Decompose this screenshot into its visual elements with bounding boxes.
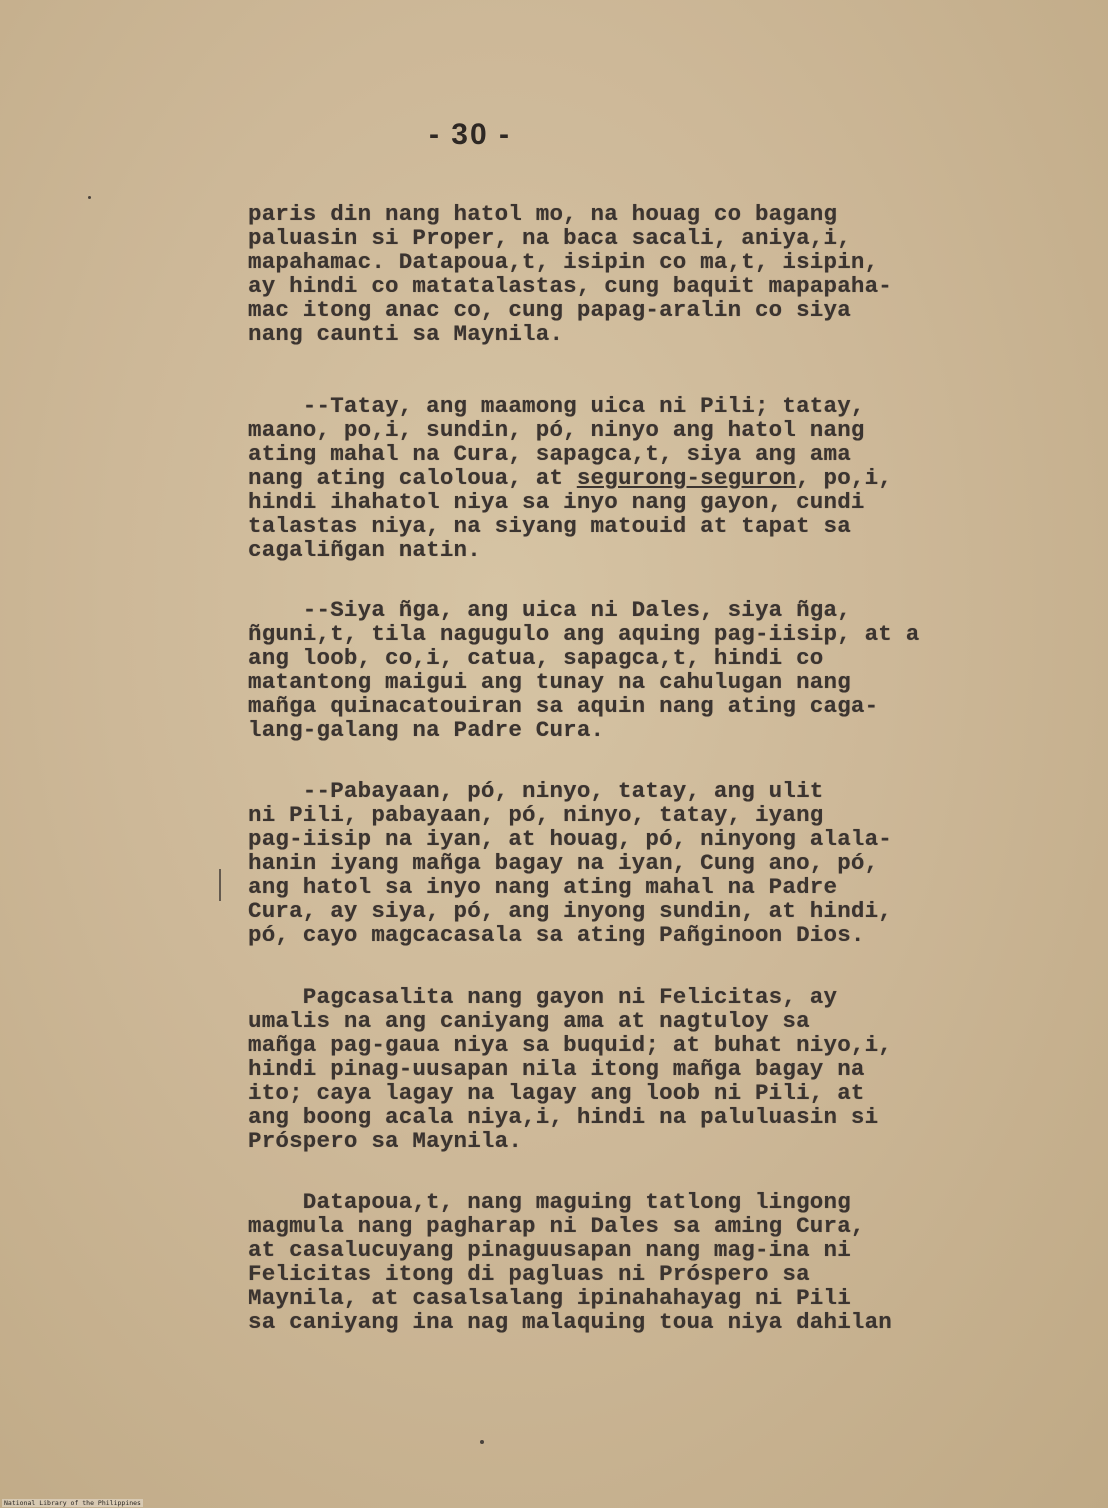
text-line: Pagcasalita nang gayon ni Felicitas, ay: [248, 984, 838, 1010]
text-line: --Pabayaan, pó, ninyo, tatay, ang ulit: [248, 778, 824, 804]
text-line: sa caniyang ina nag malaquing toua niya dahilan: [248, 1309, 893, 1335]
text-line: ang hatol sa inyo nang ating mahal na Padre: [248, 874, 838, 900]
text-line: paluasin si Proper, na baca sacali, aniya,i,: [248, 225, 851, 251]
text-line: at casalucuyang pinaguusapan nang mag-ina ni: [248, 1237, 851, 1263]
text-line: lang-galang na Padre Cura.: [248, 717, 605, 743]
text-line: ang boong acala niya,i, hindi na paluluasin si: [248, 1104, 879, 1130]
underlined-phrase: segurong-seguron: [576, 465, 797, 491]
text-line: ating mahal na Cura, sapagca,t, siya ang ama: [248, 441, 851, 467]
footer-credit: National Library of the Philippines: [4, 1499, 141, 1507]
text-line: matantong maigui ang tunay na cahulugan nang: [248, 669, 851, 695]
text-line: --Tatay, ang maamong uica ni Pili; tatay,: [248, 393, 865, 419]
text-line: magmula nang pagharap ni Dales sa aming Cura,: [248, 1213, 865, 1239]
paper-speck: [88, 196, 91, 199]
text-line: ay hindi co matatalastas, cung baquit mapapaha-: [248, 273, 893, 299]
text-line: ito; caya lagay na lagay ang loob ni Pili, at: [248, 1080, 865, 1106]
text-line: talastas niya, na siyang matouid at tapat sa: [248, 513, 851, 539]
text-line: hanin iyang mañga bagay na iyan, Cung ano, pó,: [248, 850, 879, 876]
text-line: pó, cayo magcacasala sa ating Pañginoon Dios.: [248, 922, 865, 948]
text-line: nang caunti sa Maynila.: [248, 321, 564, 347]
page-number: - 30 -: [428, 118, 512, 151]
text-line: Datapoua,t, nang maguing tatlong lingong: [248, 1189, 851, 1215]
text-line: mañga pag-gaua niya sa buquid; at buhat niyo,i,: [248, 1032, 893, 1058]
paragraph-5: [248, 985, 892, 1153]
paragraph-6: [248, 1190, 892, 1334]
text-line: ñguni,t, tila nagugulo ang aquing pag-iisip, at a: [248, 621, 920, 647]
text-line: Cura, ay siya, pó, ang inyong sundin, at hindi,: [248, 898, 893, 924]
text-line: --Siya ñga, ang uica ni Dales, siya ñga,: [248, 597, 851, 623]
margin-mark: [219, 869, 221, 901]
text-segment: , po,i,: [796, 465, 893, 491]
text-line: maano, po,i, sundin, pó, ninyo ang hatol nang: [248, 417, 865, 443]
text-line: Maynila, at casalsalang ipinahahayag ni Pili: [248, 1285, 851, 1311]
text-line: hindi ihahatol niya sa inyo nang gayon, cundi: [248, 489, 865, 515]
text-line: pag-iisip na iyan, at houag, pó, ninyong alala-: [248, 826, 893, 852]
text-line: Próspero sa Maynila.: [248, 1128, 523, 1154]
text-line: [248, 466, 892, 490]
text-line: ang loob, co,i, catua, sapagca,t, hindi co: [248, 645, 824, 671]
paragraph-1: [248, 202, 892, 346]
text-line: ni Pili, pabayaan, pó, ninyo, tatay, iyang: [248, 802, 824, 828]
text-line: cagaliñgan natin.: [248, 537, 481, 563]
text-line: paris din nang hatol mo, na houag co bagang: [248, 201, 838, 227]
text-line: Felicitas itong di pagluas ni Próspero sa: [248, 1261, 810, 1287]
paragraph-3: [248, 598, 919, 742]
text-line: umalis na ang caniyang ama at nagtuloy sa: [248, 1008, 810, 1034]
text-line: mapahamac. Datapoua,t, isipin co ma,t, isipin,: [248, 249, 879, 275]
text-line: mac itong anac co, cung papag-aralin co siya: [248, 297, 851, 323]
paper-speck: [480, 1440, 484, 1444]
paragraph-4: [248, 779, 892, 947]
text-line: hindi pinag-uusapan nila itong mañga bagay na: [248, 1056, 865, 1082]
text-segment: nang ating caloloua, at: [248, 465, 577, 491]
paragraph-2: [248, 394, 892, 562]
text-line: mañga quinacatouiran sa aquin nang ating caga-: [248, 693, 879, 719]
